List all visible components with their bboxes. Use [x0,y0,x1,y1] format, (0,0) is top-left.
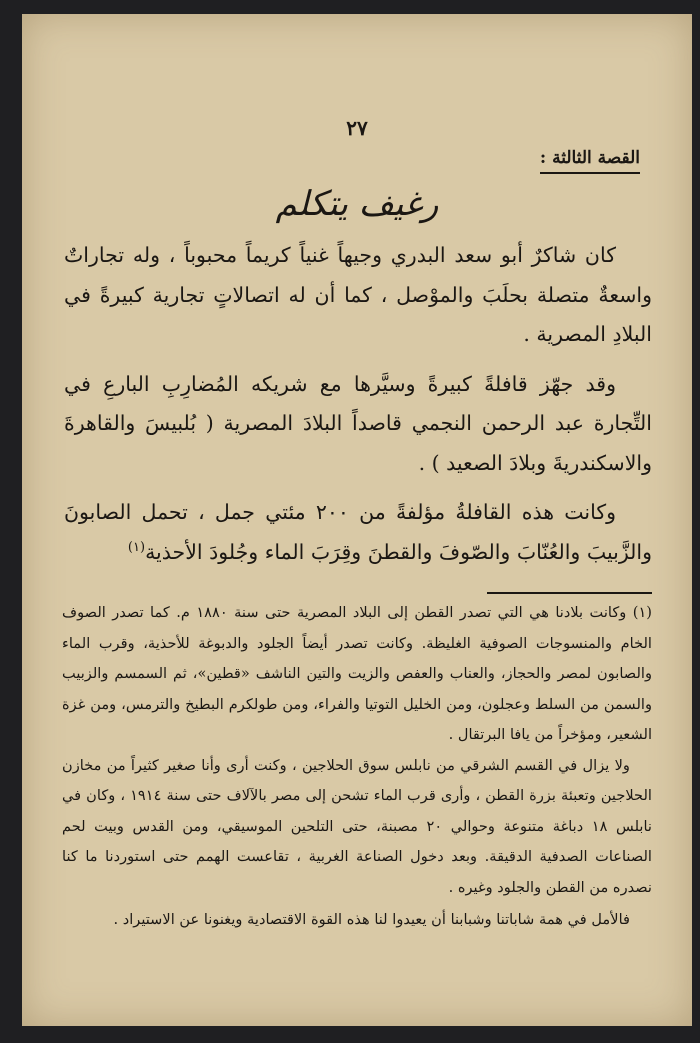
story-title: رغيف يتكلم [275,184,439,224]
footnote-divider [487,592,652,594]
footnote-paragraph: ولا يزال في القسم الشرقي من نابلس سوق الحلاجين ، وكنت أرى وأنا صغير كثيراً من مخازن الحلاجين وتعبئة بزرة القطن ، وأرى قرب الماء تشحن إلى مصر بالآلاف حتى سنة ١٩١٤ ، وكان في نابلس ١٨ دباغة متنوعة وحوالي ٢٠ مصبنة، حتى التلحين الموسيقي، ومن القدس وبيت لحم الصناعات الصدفية الدقيقة. وبعد دخول الصناعة الغربية ، تقاعست الهمم حتى استوردنا ما كنا نصدره من القطن والجلود وغيره . [62,756,652,896]
footnote-marker: (١) [127,539,146,555]
footnote [62,598,652,936]
story-label: القصة الثالثة : [540,148,640,174]
footnote-paragraph: فالأمل في همة شاباتنا وشبابنا أن يعيدوا لنا هذه القوة الاقتصادية ويغنونا عن الاستيراد . [113,911,630,928]
main-paragraph-text: وكانت هذه القافلةُ مؤلفةً من ٢٠٠ مئتي جمل ، تحمل الصابونَ والزَّبيبَ والعُنّابَ والصّوفَ والقطنَ وقِرَبَ الماء وجُلودَ الأحذية [64,500,652,564]
main-paragraph: كان شاكرٌ أبو سعد البدري وجيهاً غنياً كريماً محبوباً ، وله تجاراتٌ واسعةٌ متصلة بحلَبَ والموْصل ، كما أن له اتصالاتٍ تجارية كبيرةً في البلادِ المصرية . [64,243,652,346]
page-number: ٢٧ [346,116,368,140]
main-paragraph [64,493,652,572]
main-paragraph: وقد جهّز قافلةً كبيرةً وسيَّرها مع شريكه المُضارِبِ البارعِ في التِّجارة عبد الرحمن النجمي قاصداً البلادَ المصرية ( بُلبيسَ والقاهرةَ والاسكندريةَ وبلادَ الصعيد ) . [64,371,652,475]
footnote-paragraph: (١) وكانت بلادنا هي التي تصدر القطن إلى البلاد المصرية حتى سنة ١٨٨٠ م. كما تصدر الصوف الخام والمنسوجات الصوفية الغليظة. وكانت تصدر أيضاً الجلود والدبوغة للأحذية، وقرب الماء والصابون لمصر والحجاز، والعناب والعفص والزيت والتين الناشف «قطين»، ثم السمسم والزبيب والسمن من السلط وعجلون، ومن الخليل التوتيا والفراء، ومن طولكرم البطيخ والترمس، ومن غزة الشعير، ومؤخراً من يافا البرتقال . [62,604,652,743]
book-page [22,14,692,1026]
main-text [64,236,652,582]
